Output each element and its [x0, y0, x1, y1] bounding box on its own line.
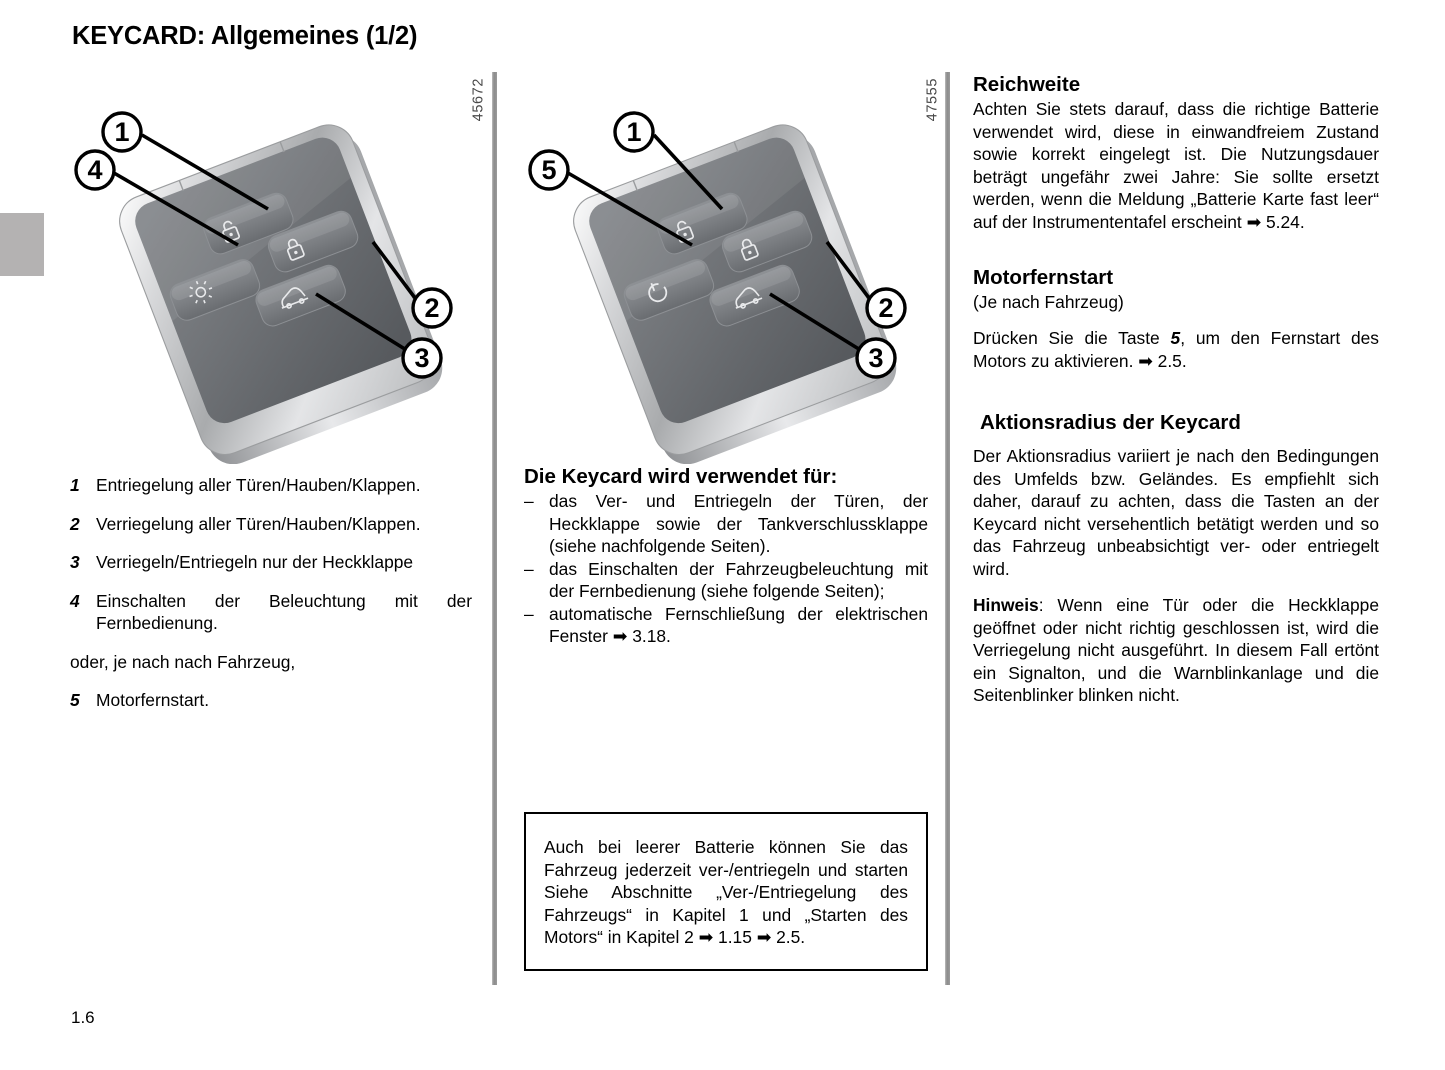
battery-note-box — [524, 812, 928, 971]
legend-item — [70, 551, 472, 574]
legend-item — [70, 513, 472, 536]
section-heading-motorfernstart: Motorfernstart — [973, 266, 1114, 289]
svg-text:4: 4 — [87, 155, 103, 185]
legend-number: 3 — [70, 552, 80, 572]
section-body-aktionsradius: Der Aktionsradius variiert je nach den Bedingungen des Umfelds bzw. Geländes. Es empfiehlt sich daher, darauf zu achten, dass die Tasten an der Keycard nicht versehentlich betätigt werden und so das Fahrzeug unbeabsichtigt ver- oder entriegelt wird. — [973, 446, 1379, 579]
dash-marker: – — [524, 491, 534, 511]
chapter-tab — [0, 213, 44, 276]
svg-text:1: 1 — [114, 117, 130, 147]
list-item — [524, 490, 928, 558]
right-column — [973, 72, 1379, 707]
legend-label: Entriegelung aller Türen/Hauben/Klappen. — [96, 475, 421, 495]
section-heading-aktionsradius: Aktionsradius der Keycard — [980, 411, 1241, 434]
page-number: 1.6 — [71, 1008, 95, 1027]
svg-text:3: 3 — [868, 343, 884, 373]
legend-or-line: oder, je nach nach Fahrzeug, — [70, 651, 296, 672]
legend-number: 2 — [70, 513, 80, 534]
middle-heading: Die Keycard wird verwendet für: — [524, 465, 838, 488]
svg-text:1: 1 — [626, 117, 642, 147]
legend-label: Verriegelung aller Türen/Hauben/Klappen. — [96, 513, 421, 534]
svg-text:5: 5 — [541, 155, 557, 185]
taste-number: 5 — [1170, 328, 1181, 348]
hinweis-label: Hinweis — [973, 595, 1039, 615]
svg-text:2: 2 — [878, 293, 894, 323]
legend-label: Einschalten der Beleuchtung mit der Fernbedienung. — [96, 590, 472, 633]
keycard-legend-list — [70, 474, 472, 712]
legend-number: 1 — [70, 475, 80, 495]
legend-item — [70, 689, 472, 712]
figure-keycard-4-button — [70, 72, 486, 464]
legend-label: Motorfernstart. — [96, 690, 210, 710]
list-item — [524, 603, 928, 648]
usage-bullet-list — [524, 490, 928, 648]
list-item — [524, 558, 928, 603]
svg-text:2: 2 — [424, 293, 440, 323]
section-body-motorfernstart — [973, 327, 1379, 372]
list-item-text: automatische Fernschließung der elektrischen Fenster ➡ 3.18. — [549, 603, 928, 646]
body-pre: Drücken Sie die Taste — [973, 328, 1171, 348]
legend-item — [70, 474, 472, 497]
keycard-illustration — [524, 72, 926, 464]
legend-label: Verriegeln/Entriegeln nur der Heckklappe — [96, 552, 414, 572]
hinweis-body: : Wenn eine Tür oder die Heckklappe geöffnet oder nicht richtig geschlossen ist, wird die Verriegelung nicht ausgeführt. In diesem Fall ertönt ein Signalton, und die Warnblinkanlage und die Seitenblinker blinken nicht. — [973, 595, 1379, 705]
body-post: , um den Fernstart des Motors zu aktivieren. ➡ 2.5. — [973, 328, 1379, 371]
legend-item — [70, 590, 472, 635]
section-subnote-motorfernstart: (Je nach Fahrzeug) — [973, 292, 1124, 312]
column-divider-left — [492, 72, 497, 985]
section-heading-reichweite: Reichweite — [973, 73, 1081, 96]
list-item-text: das Einschalten der Fahrzeugbeleuchtung mit der Fernbedienung (siehe folgende Seiten); — [549, 558, 928, 601]
page-title: KEYCARD: Allgemeines (1/2) — [72, 22, 418, 50]
legend-number: 4 — [70, 590, 80, 611]
figure-number: 47555 — [924, 78, 940, 122]
dash-marker: – — [524, 603, 534, 624]
battery-note-text: Auch bei leerer Batterie können Sie das Fahrzeug jederzeit ver-/entriegeln und starten Siehe Abschnitte „Ver-/Entriegelung des Fahrzeugs“ in Kapitel 1 und „Starten des Motors“ in Kapitel 2 ➡ 1.15 ➡ 2.5. — [544, 837, 908, 947]
section-hinweis — [973, 594, 1379, 707]
figure-keycard-remote-start — [524, 72, 940, 464]
dash-marker: – — [524, 558, 534, 579]
svg-text:3: 3 — [414, 343, 430, 373]
legend-number: 5 — [70, 690, 80, 710]
list-item-text: das Ver- und Entriegeln der Türen, der Heckklappe sowie der Tankverschlussklappe (siehe nachfolgende Seiten). — [549, 491, 928, 556]
section-body-reichweite: Achten Sie stets darauf, dass die richtige Batterie verwendet wird, diese in einwandfreiem Zustand sowie korrekt eingelegt ist. Die Nutzungsdauer beträgt ungefähr zwei Jahre: Sie sollte ersetzt werden, wenn die Meldung „Batterie Karte fast leer“ auf der Instrumententafel erscheint ➡ 5.24. — [973, 99, 1379, 232]
figure-number: 45672 — [470, 78, 486, 122]
keycard-illustration — [70, 72, 472, 464]
left-column — [70, 72, 486, 728]
column-divider-right — [945, 72, 950, 985]
middle-column — [524, 72, 940, 648]
